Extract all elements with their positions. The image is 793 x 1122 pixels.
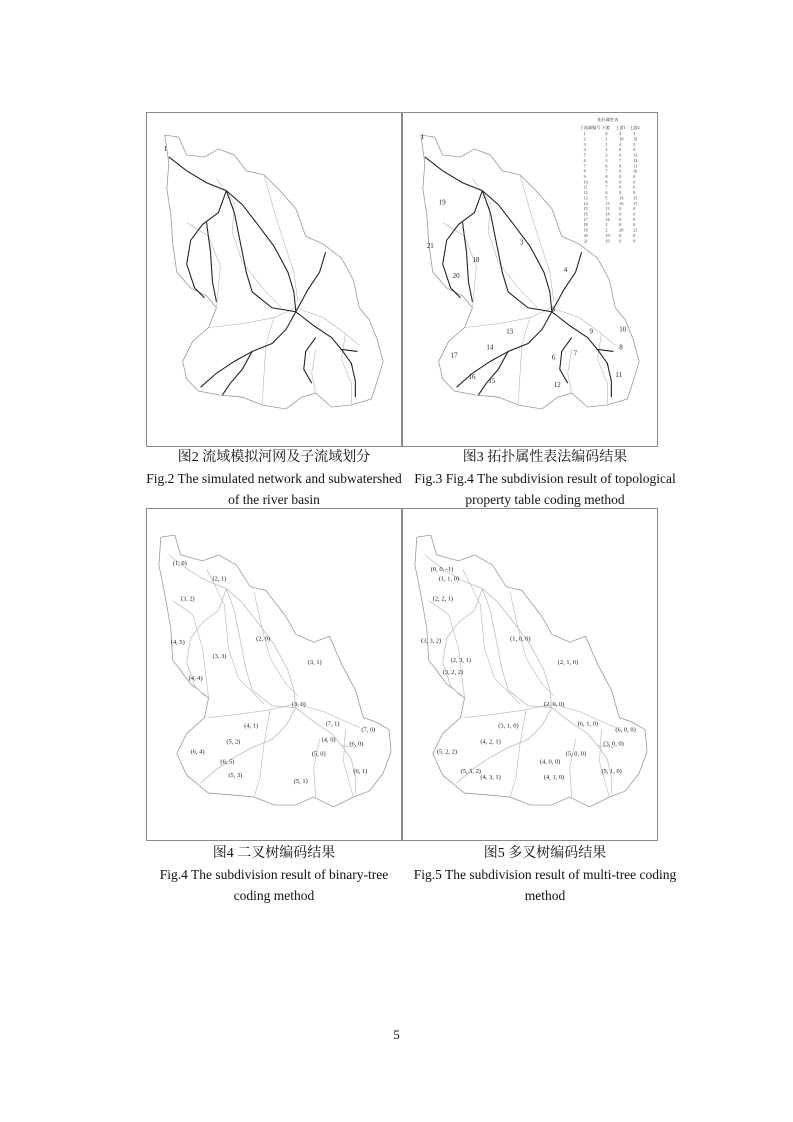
table-cell: 0 (619, 211, 622, 217)
table-cell: 14 (605, 211, 610, 217)
figure-3-caption-cn: 图3 拓扑属性表法编码结果 (462, 450, 628, 465)
figure-5-caption-cn: 图5 多叉树编码结果 (483, 846, 607, 861)
multi-code-label: (5, 0, 0) (565, 750, 587, 758)
table-title: 拓扑属性表 (597, 117, 619, 123)
figure-4-caption-en-2: coding method (233, 888, 315, 903)
figure-3-panel (402, 112, 658, 447)
table-cell: 18 (619, 136, 624, 142)
table-cell: 0 (619, 184, 622, 190)
table-cell: 12 (633, 157, 638, 163)
table-cell: 1 (605, 136, 608, 142)
table-cell: 0 (619, 190, 622, 196)
table-cell: 0 (633, 232, 636, 238)
table-cell: 2 (583, 136, 586, 142)
table-cell: 19 (605, 232, 610, 238)
multi-code-label: (3, 3, 2) (420, 637, 442, 645)
table-cell: 7 (605, 184, 608, 190)
subwatershed-label: 12 (553, 381, 561, 390)
binary-code-label: (7, 1) (325, 720, 340, 728)
subwatershed-label: 3 (520, 238, 524, 247)
binary-code-label: (2, 1) (212, 575, 227, 583)
table-cell: 5 (605, 157, 608, 163)
table-cell: 0 (633, 222, 636, 228)
figure-4-caption-cn: 图4 二叉树编码结果 (212, 846, 336, 861)
binary-code-label: (5, 2) (226, 738, 241, 746)
multi-code-label: (1, 1, 0) (438, 575, 460, 583)
figure-2-caption (126, 447, 422, 510)
table-cell: 20 (583, 232, 588, 238)
table-cell: 16 (619, 200, 624, 206)
figure-5-caption-en-2: method (524, 888, 566, 903)
table-cell: 0 (619, 216, 622, 222)
binary-code-label: (6, 5) (220, 758, 235, 766)
outlet-label: 1 (163, 145, 168, 154)
figure-5-caption (402, 843, 688, 906)
table-cell: 8 (619, 163, 622, 169)
table-cell: 1 (605, 141, 608, 147)
table-cell: 10 (583, 179, 588, 185)
figure-3-caption (402, 447, 688, 510)
table-cell: 0 (619, 179, 622, 185)
figure-5-caption-en-1: Fig.5 The subdivision result of multi-tree coding (413, 867, 677, 882)
table-cell: 2 (605, 227, 608, 233)
table-header-cell: 上游2 (629, 125, 640, 131)
multi-code-label: (2, 0, 0) (543, 700, 565, 708)
subwatershed-label: 11 (615, 371, 623, 380)
binary-code-label: (3, 0) (291, 700, 306, 708)
table-cell: 0 (633, 238, 636, 244)
binary-code-label: (4, 5) (170, 639, 185, 647)
table-cell: 6 (605, 190, 608, 196)
table-cell: 2 (605, 222, 608, 228)
figure-2-map (147, 113, 401, 446)
table-cell: 0 (633, 190, 636, 196)
subwatershed-label: 16 (468, 373, 476, 382)
table-cell: 3 (605, 147, 608, 153)
binary-code-label: (7, 0) (361, 726, 376, 734)
table-cell: 0 (619, 238, 622, 244)
table-cell: 19 (633, 136, 638, 142)
figure-4-caption-en-1: Fig.4 The subdivision result of binary-tree (159, 867, 389, 882)
table-cell: 0 (605, 131, 608, 137)
table-cell: 0 (619, 206, 622, 212)
figure-2-caption-en-2: of the river basin (228, 492, 320, 507)
table-cell: 15 (633, 195, 638, 201)
table-cell: 5 (605, 195, 608, 201)
figure-5-panel (402, 508, 658, 841)
multi-code-label: (2, 1, 0) (557, 659, 579, 667)
table-cell: 13 (605, 206, 610, 212)
table-header-cell: 下游 (601, 125, 610, 131)
multi-code-label: (4, 0, 0) (539, 758, 561, 766)
table-cell: 18 (583, 222, 588, 228)
table-cell: 0 (633, 173, 636, 179)
subwatershed-label: 1 (420, 133, 425, 142)
table-cell: 16 (583, 211, 588, 217)
binary-code-label: (5, 0) (311, 750, 326, 758)
table-cell: 3 (605, 152, 608, 158)
table-cell: 19 (605, 238, 610, 244)
subwatershed-label: 17 (450, 351, 458, 360)
subwatershed-label: 21 (426, 242, 434, 251)
table-cell: 0 (619, 173, 622, 179)
table-cell: 17 (583, 216, 588, 222)
binary-code-label: (5, 1) (293, 778, 308, 786)
subwatershed-label: 14 (486, 343, 494, 352)
figure-4-map (147, 509, 401, 840)
table-cell: 0 (633, 184, 636, 190)
binary-code-label: (6, 0) (349, 740, 364, 748)
multi-code-label: (5, 1, 0) (601, 768, 622, 776)
multi-code-label: (4, 3, 1) (480, 774, 501, 782)
table-cell: 4 (583, 147, 586, 153)
subwatershed-label: 13 (506, 327, 514, 336)
subwatershed-label: 18 (472, 256, 480, 265)
binary-code-label: (6, 4) (190, 748, 205, 756)
table-cell: 8 (583, 168, 586, 174)
table-header-cell: 子流域编号 (579, 125, 601, 131)
table-cell: 5 (633, 141, 636, 147)
table-cell: 1 (583, 131, 586, 137)
binary-code-label: (3, 3) (212, 653, 227, 661)
binary-code-label: (3, 1) (307, 659, 322, 667)
table-cell: 8 (605, 179, 608, 185)
subwatershed-label: 15 (488, 377, 496, 386)
table-cell: 7 (583, 163, 586, 169)
binary-code-label: (5, 3) (228, 772, 243, 780)
subwatershed-label: 20 (452, 272, 460, 281)
subwatershed-label: 4 (563, 266, 568, 275)
topology-table (580, 116, 640, 243)
multi-code-label: (4, 2, 1) (480, 738, 501, 746)
table-cell: 12 (583, 190, 588, 196)
multi-code-label: (6, 1, 0) (577, 720, 599, 728)
binary-code-label: (4, 4) (188, 674, 203, 682)
multi-code-label: (4, 1, 0) (543, 774, 565, 782)
table-cell: 14 (619, 195, 624, 201)
figure-3-caption-en-1: Fig.3 Fig.4 The subdivision result of topological (414, 471, 676, 486)
table-cell: 0 (633, 206, 636, 212)
binary-code-label: (4, 1) (244, 722, 259, 730)
multi-code-label: (2, 3, 1) (450, 657, 472, 665)
table-cell: 0 (633, 211, 636, 217)
subwatershed-label: 10 (619, 325, 627, 334)
table-cell: 11 (583, 184, 588, 190)
subwatershed-label: 8 (619, 343, 623, 352)
table-cell: 2 (619, 131, 622, 137)
figure-4-panel (146, 508, 402, 841)
table-cell: 3 (583, 141, 586, 147)
table-cell: 9 (583, 173, 586, 179)
table-cell: 6 (619, 152, 622, 158)
table-cell: 21 (583, 238, 588, 244)
multi-code-label: (5, 3, 2) (460, 768, 481, 776)
subwatershed-label: 5 (551, 305, 556, 314)
table-cell: 6 (583, 157, 586, 163)
table-cell: 14 (605, 216, 610, 222)
table-cell: 15 (583, 206, 588, 212)
table-cell: 13 (583, 195, 588, 201)
figure-3-map (403, 113, 657, 446)
table-cell: 7 (619, 157, 622, 163)
table-header-cell: 上游1 (615, 125, 626, 131)
basin-outline (165, 135, 383, 409)
table-cell: 6 (605, 163, 608, 169)
table-cell: 13 (605, 200, 610, 206)
table-cell: 7 (605, 168, 608, 174)
subwatershed-label: 9 (589, 327, 593, 336)
subwatershed-label: 7 (573, 349, 578, 358)
multi-code-label: (2, 2, 1) (432, 595, 454, 603)
table-cell: 8 (605, 173, 608, 179)
table-cell: 4 (619, 141, 622, 147)
table-cell: 3 (633, 131, 636, 137)
table-cell: 0 (633, 179, 636, 185)
binary-code-label: (1, 0) (172, 559, 187, 567)
figure-4-caption (126, 843, 422, 906)
binary-code-label: (3, 2) (180, 595, 195, 603)
table-cell: 0 (619, 147, 622, 153)
table-cell: 11 (633, 163, 638, 169)
figure-2-caption-en-1: Fig.2 The simulated network and subwatershed (146, 471, 402, 486)
multi-code-label: (3, 2, 2) (442, 669, 464, 677)
multi-code-label: (3, 0, 0) (603, 740, 624, 748)
multi-code-label: (6, 0, 0) (615, 726, 636, 734)
multi-code-label: (1, 0, 0) (510, 635, 531, 643)
binary-code-label: (6, 1) (353, 768, 368, 776)
binary-code-label: (4, 0) (321, 736, 336, 744)
table-cell: 10 (633, 168, 638, 174)
table-cell: 0 (619, 222, 622, 228)
multi-code-label: (5, 2, 2) (436, 748, 458, 756)
subwatershed-label: 19 (438, 198, 446, 207)
figure-5-map (403, 509, 657, 840)
table-cell: 14 (583, 200, 588, 206)
table-cell: 21 (633, 227, 638, 233)
table-cell: 20 (619, 227, 624, 233)
binary-code-label: (2, 0) (256, 635, 271, 643)
figure-2-caption-cn: 图2 流域模拟河网及子流域划分 (177, 450, 371, 465)
subwatershed-label: 6 (551, 353, 556, 362)
table-cell: 0 (633, 147, 636, 153)
table-cell: 5 (583, 152, 586, 158)
multi-code-label: (3, 1, 0) (498, 722, 519, 730)
table-cell: 17 (633, 200, 638, 206)
table-cell: 19 (583, 227, 588, 233)
table-cell: 13 (633, 152, 638, 158)
figure-2-panel (146, 112, 402, 447)
table-cell: 9 (619, 168, 622, 174)
page-number: 5 (393, 1027, 400, 1042)
multi-code-label: (0, 0, -1) (430, 565, 454, 573)
figure-3-caption-en-2: property table coding method (465, 492, 625, 507)
table-cell: 0 (633, 216, 636, 222)
table-cell: 0 (619, 232, 622, 238)
